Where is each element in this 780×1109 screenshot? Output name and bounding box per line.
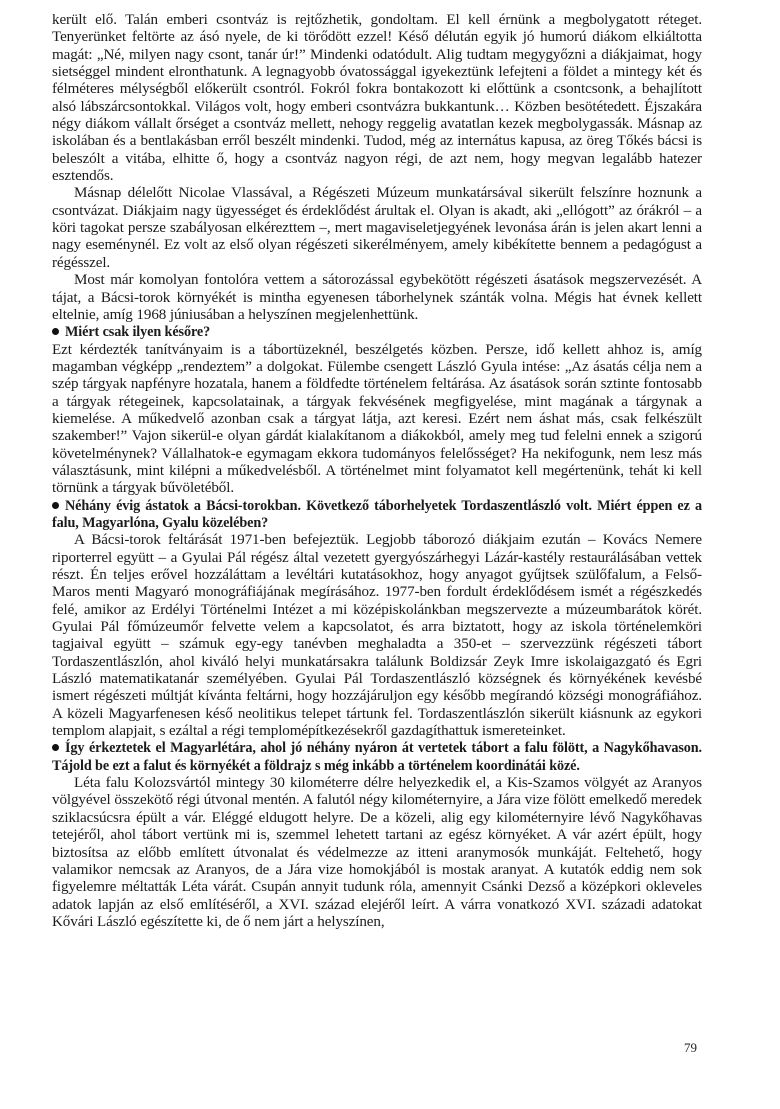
paragraph-2: Másnap délelőtt Nicolae Vlassával, a Régészeti Múzeum munkatársával sikerült felszínre hoznunk a csontvázat. Diákjaim nagy ügyességet és érdeklődést árultak el. Olyan is akadt, aki „ellógott” az órákról – a köri tagokat persze szabályosan elkérezttem –, mert magaviseletjegyének levonása árán is jelen akart lenni a nagy eseménynél. Ez volt az első olyan régészeti sikerélményem, amely kibékítette bennem a pedagógust a régésszel. bbox=[52, 185, 702, 271]
paragraph-5: A Bácsi-torok feltárását 1971-ben befejeztük. Legjobb táborozó diákjaim ezután – Kovács Nemere riporterrel együtt – a Gyulai Pál régész által vezetett gyergyószárhegyi Lázár-kastély restaurálásában vettek részt. Én teljes erővel hozzáláttam a levéltári kutatásokhoz, hogy anyagot gyűjtsek szülőfalum, a Felső-Maros menti Magyaró monográfiájának megírásához. 1977-ben fordult érdeklődésem ismét a régészkedés felé, amikor az Erdélyi Történelmi Intézet a mi középiskolánkban megszervezte a múzeumbarátok körét. Gyulai Pál főmúzeumőr felvette velem a kapcsolatot, és arra biztatott, hogy az iskola történelemköri tagjaival együtt – számuk egy-egy tanévben meghaladta a 350-et – szervezzünk régészeti tábort Tordaszentlászlón, ahol kiváló helyi munkatársakra találunk Boldizsár Zeyk Imre iskolaigazgató és Egri László matematikatanár személyében. Gyulai Pál Tordaszentlászló községnek és környékének kevésbé ismert régészeti múltját kívánta feltárni, hogy hozzájáruljon egy később megírandó községi monográfiához. A közeli Magyarfenesen késő neolitikus telepet tártunk fel. Tordaszentlászlón sikerült kiásnunk az egykori templom alapjait, s ezáltal a régi templomépítkezésekről gazdagíthattuk ismereteinket. bbox=[52, 532, 702, 740]
interview-question-1 bbox=[52, 324, 702, 341]
bullet-icon bbox=[52, 502, 59, 509]
page-number: 79 bbox=[684, 1040, 697, 1055]
paragraph-3: Most már komolyan fontolóra vettem a sátorozással egybekötött régészeti ásatások megszervezését. A tájat, a Bácsi-torok környékét is mintha egyenesen táborhelynek szánták volna. Mégis hat évnek kellett eltelnie, amíg 1968 júniusában a helyszínen megjelenhettünk. bbox=[52, 272, 702, 323]
interview-question-2 bbox=[52, 498, 702, 533]
paragraph-1: került elő. Talán emberi csontváz is rejtőzhetik, gondoltam. El kell érnünk a megbolygatott réteget. Tenyerünket feltörte az ásó nyele, de ki törődött ezzel! Késő délután egyik jó humorú diákom elkiáltotta magát: „Né, milyen nagy csont, tanár úr!” Mindenki odatódult. Alig tudtam megygyőzni a diákjaimat, hogy sietséggel mindent elronthatunk. A legnagyobb óvatossággal igyekeztünk lefejteni a földet a mintegy két és félméteres mélységből előkerült csontról. Fokról fokra bontakozott ki előttünk a csontcsonk, a behajlított alsó lábszárcsontokkal. Világos volt, hogy emberi csontvázra bukkantunk… Közben besötétedett. Éjszakára négy diákom vállalt őrséget a csontváz mellett, nehogy reggelig avatatlan kezek megbolygassák. Másnap az iskolában és a bentlakásban erről beszélt mindenki. Tudod, még az internátus kapusa, az öreg Tőkés bácsi is beleszólt a vitába, elhitte ő, hogy a csontváz nagyon régi, de azt nem, hogy megvan legalább hatezer esztendős. bbox=[52, 12, 702, 185]
question-text: Így érkeztetek el Magyarlétára, ahol jó néhány nyáron át vertetek tábort a falu fölött, a Nagykőhavason. Tájold be ezt a falut és környékét a földrajz s még inkább a történelem koordinátái közé. bbox=[52, 740, 702, 774]
page-body bbox=[52, 12, 702, 931]
interview-question-3 bbox=[52, 740, 702, 775]
paragraph-6: Léta falu Kolozsvártól mintegy 30 kilométerre délre helyezkedik el, a Kis-Szamos völgyét az Aranyos völgyével összekötő régi útvonal mentén. A falutól négy kilométernyire, a Jára vize fölött emelkedő meredek sziklacsúcsra épült a vár. Eléggé eldugott helyre. De a közeli, alig egy kilométernyire lévő Nagykőhavas tetejéről, ahol tábort vertünk mi is, szemmel lehetett tartani az egész környéket. A vár azért épült, hogy biztosítsa az előbb említett útvonalat és védelmezze az itteni aranymosók munkáját. Feltehető, hogy valamikor nemcsak az Aranyos, de a Jára vize homokjából is mostak aranyat. A kutatók eddig nem sok figyelemre méltatták Léta várát. Csupán annyit tudunk róla, amennyit Csánki Dezső a középkori okleveles adatok lapján az első említéséről, a XVI. század elejéről leírt. A várra vonatkozó XVI. századi adatokat Kővári László egészítette ki, de ő nem járt a helyszínen, bbox=[52, 775, 702, 930]
question-text: Néhány évig ástatok a Bácsi-torokban. Következő táborhelyetek Tordaszentlászló volt. Miért éppen ez a falu, Magyarlóna, Gyalu közelében? bbox=[52, 497, 702, 531]
bullet-icon bbox=[52, 744, 59, 751]
paragraph-4: Ezt kérdezték tanítványaim is a tábortüzeknél, beszélgetés közben. Persze, idő kellett ahhoz is, amíg magamban végképp „rendeztem” a dolgokat. Fülembe csengett László Gyula intése: „Az ásatás célja nem a szép tárgyak napfényre hozatala, hanem a földfedte történelem feltárása. Az ásatások során sztinte fontosabb a tárgyak rétegeinek, kapcsolatainak, a tárgyak fekvésének megfigyelése, mint magának a tárgynak a kiemelése. A műkedvelő azonban csak a tárgyat látja, azt keresi. Ezért nem áshat más, csak felkészült szakember!” Vajon sikerül-e olyan gárdát kialakítanom a diákokból, amely meg tud felelni ennek a szigorú követelménynek? Vállalhatok-e egymagam ekkora tudományos felelősséget? Ha nekifogunk, nem lesz más választásunk, mint kilépni a műkedvelésből. A történelmet mint folyamatot kell megértenünk, tehát ki kell törnünk a tárgyak bűvöletéből. bbox=[52, 341, 702, 497]
bullet-icon bbox=[52, 328, 59, 335]
question-text: Miért csak ilyen későre? bbox=[65, 324, 211, 341]
